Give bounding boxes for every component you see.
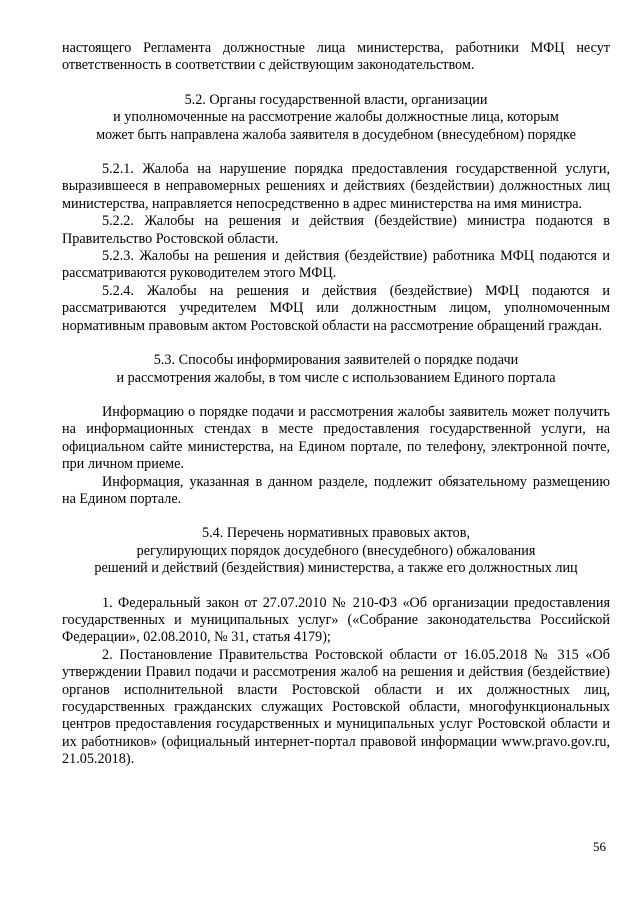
heading-line: и рассмотрения жалобы, в том числе с использованием Единого портала	[116, 369, 556, 386]
heading-line: решений и действий (бездействия) министерства, а также его должностных лиц	[94, 560, 578, 577]
page-content	[62, 40, 610, 769]
paragraph-5-2-2: 5.2.2. Жалобы на решения и действия (бездействие) министра подаются в Правительство Ростовской области.	[62, 213, 610, 247]
paragraph-5-4-item-2: 2. Постановление Правительства Ростовской области от 16.05.2018 № 315 «Об утверждении Правил подачи и рассмотрения жалоб на решения и действия (бездействие) органов исполнительной власти Ростовской области и их должностных лиц, государственных гражданских служащих Ростовской области, многофункциональных центров предоставления государственных и муниципальных услуг Ростовской области и их работников» (официальный интернет-портал правовой информации www.pravo.gov.ru, 21.05.2018).	[62, 646, 610, 768]
section-5-4-heading	[62, 525, 610, 577]
section-5-2-heading	[62, 92, 610, 144]
heading-line: и уполномоченные на рассмотрение жалобы должностные лица, которым	[113, 109, 559, 126]
heading-line: 5.4. Перечень нормативных правовых актов,	[202, 525, 470, 542]
heading-line: регулирующих порядок досудебного (внесудебного) обжалования	[136, 542, 536, 559]
paragraph-5-2-1: 5.2.1. Жалоба на нарушение порядка предоставления государственной услуги, выразившееся в неправомерных решениях и действиях (бездействии) должностных лиц министерства, направляется непосредственно в адрес министерства на имя министра.	[62, 161, 610, 212]
heading-line: 5.3. Способы информирования заявителей о порядке подачи	[153, 352, 519, 369]
paragraph-5-2-4: 5.2.4. Жалобы на решения и действия (бездействие) МФЦ подаются и рассматриваются учредителем МФЦ или должностным лицом, уполномоченным нормативным правовым актом Ростовской области на рассмотрение обращений граждан.	[62, 282, 610, 334]
heading-line: 5.2. Органы государственной власти, организации	[184, 91, 488, 108]
heading-line: может быть направлена жалоба заявителя в досудебном (внесудебном) порядке	[96, 126, 576, 143]
page-number: 56	[593, 839, 606, 854]
paragraph-5-2-3: 5.2.3. Жалобы на решения и действия (бездействие) работника МФЦ подаются и рассматриваются руководителем этого МФЦ.	[62, 248, 610, 282]
paragraph-5-4-item-1: 1. Федеральный закон от 27.07.2010 № 210-ФЗ «Об организации предоставления государственных и муниципальных услуг» («Собрание законодательства Российской Федерации», 02.08.2010, № 31, статья 4179);	[62, 594, 610, 646]
section-5-3-heading	[62, 352, 610, 387]
paragraph-5-3-info: Информацию о порядке подачи и рассмотрения жалобы заявитель может получить на информационных стендах в месте предоставления государственной услуги, на официальном сайте министерства, на Едином портале, по телефону, электронной почте, при личном приеме.	[62, 403, 610, 473]
intro-paragraph: настоящего Регламента должностные лица министерства, работники МФЦ несут ответственность в соответствии с действующим законодательством.	[62, 40, 610, 74]
paragraph-5-3-placement: Информация, указанная в данном разделе, подлежит обязательному размещению на Едином портале.	[62, 473, 610, 507]
